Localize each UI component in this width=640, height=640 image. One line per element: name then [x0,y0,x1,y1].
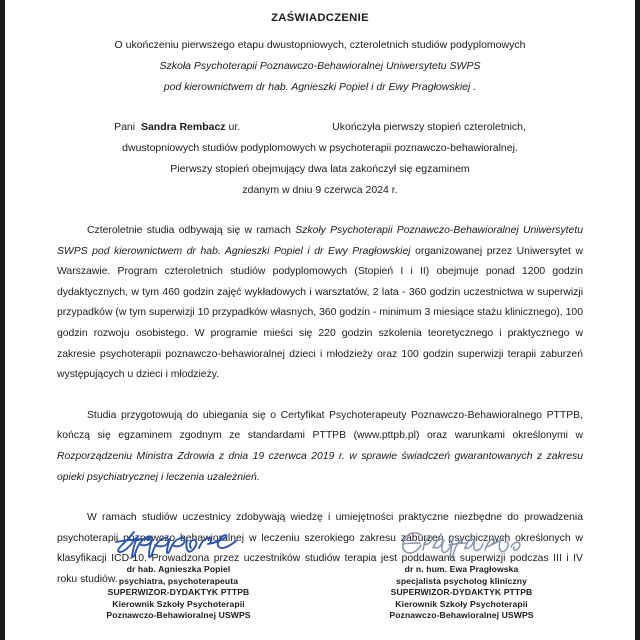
signature-caption-line-1: dr n. hum. Ewa Pragłowska [404,564,519,575]
handwritten-signature-praglowska-icon [340,526,583,560]
page-title: ZAŚWIADCZENIE [271,12,369,24]
paragraph-competencies: W ramach studiów uczestnicy zdobywają wiedzę i umiejętności praktyczne niezbędne do prowadzenia psychoterapii poznawczo behawioralnej w leczeniu szerokiego zakresu zaburzeń psychicznych określonych w klasyfikacji ICD-10. Prowadzona przez uczestników studiów terapia jest poddawana superwizji podczas III i IV roku studiów. [57,512,583,585]
recipient-salutation-and-name [114,117,240,138]
header-line-3: pod kierownictwem dr hab. Agnieszki Popiel i dr Ewy Pragłowskiej . [163,81,477,93]
award-line-3: Pierwszy stopień obejmujący dwa lata zakończył się egzaminem [170,163,470,175]
signature-popiel [57,526,300,622]
signature-caption-line-4: Kierownik Szkoły Psychoterapii [395,598,528,609]
completion-text: Ukończyła pierwszy stopień czteroletnich, [332,121,526,133]
signature-caption-line-1: dr hab. Agnieszka Popiel [126,564,231,575]
award-line-2: dwustopniowych studiów podyplomowych w psychoterapii poznawczo-behawioralnej. [122,142,518,154]
signature-caption-line-5: Poznawczo-Behawioralnej USWPS [389,610,534,621]
paragraph-certificate-eligibility: Studia przygotowują do ubiegania się o Certyfikat Psychoterapeuty Poznawczo-Behawioralnego PTTPB, kończą się egzaminem zgodnym ze standardami PTTPB (www.pttpb.pl) oraz warunkami określonymi w Rozporządzeniu Ministra Zdrowia z dnia 19 czerwca 2019 r. w sprawie świadczeń gwarantowanych z zakresu opieki psychiatrycznej i leczenia uzależnień. [57,409,583,483]
award-block [57,117,583,201]
salutation-label: Pani [114,121,136,133]
signature-block [57,526,583,622]
signature-caption-line-3: SUPERWIZOR-DYDAKTYK PTTPB [107,587,250,598]
signature-caption-line-3: SUPERWIZOR-DYDAKTYK PTTPB [390,587,533,598]
signature-caption-line-2: psychiatra, psychoterapeuta [118,575,239,586]
paragraph-program-description: Czteroletnie studia odbywają się w ramach Szkoły Psychoterapii Poznawczo-Behawioralnej Uniwersytetu SWPS pod kierownictwem dr hab. Agnieszki Popiel i dr Ewy Pragłowskiej organizowanej przez Uniwersytet w Warszawie. Program czteroletnich studiów podyplomowych (Stopień I i II) obejmuje ponad 1200 godzin dydaktycznych, w tym 460 godzin zajęć wykładowych i warsztatów, 2 lata - 360 godzin uczestnictwa w superwizji przypadków (w tym superwizji 10 przypadków własnych, 360 godzin - minimum 3 miesiące stażu klinicznego), 100 godzin rozwoju osobistego. W programie mieści się 220 godzin szkolenia teoretycznego i praktycznego w zakresie psychoterapii poznawczo-behawioralnej dzieci i młodzieży oraz 100 godzin superwizji terapii zaburzeń występujących u dzieci i młodzieży. [57,225,583,381]
header-block [57,35,583,98]
award-line-4: zdanym w dniu 9 czerwca 2024 r. [242,184,398,196]
certificate-sheet [5,0,635,640]
recipient-name: Sandra Rembacz [140,121,226,133]
signature-caption-line-2: specjalista psycholog kliniczny [395,575,528,586]
signature-caption-line-5: Poznawczo-Behawioralnej USWPS [106,610,251,621]
signature-praglowska [340,526,583,622]
header-line-2: Szkoła Psychoterapii Poznawczo-Behawioralnej Uniwersytetu SWPS [159,60,481,72]
handwritten-signature-popiel-icon [57,526,300,560]
signature-caption-line-4: Kierownik Szkoły Psychoterapii [112,598,245,609]
birth-date-label: ur. [228,121,241,133]
header-line-1: O ukończeniu pierwszego etapu dwustopniowych, czteroletnich studiów podyplomowych [114,39,526,51]
recipient-row [57,117,583,138]
